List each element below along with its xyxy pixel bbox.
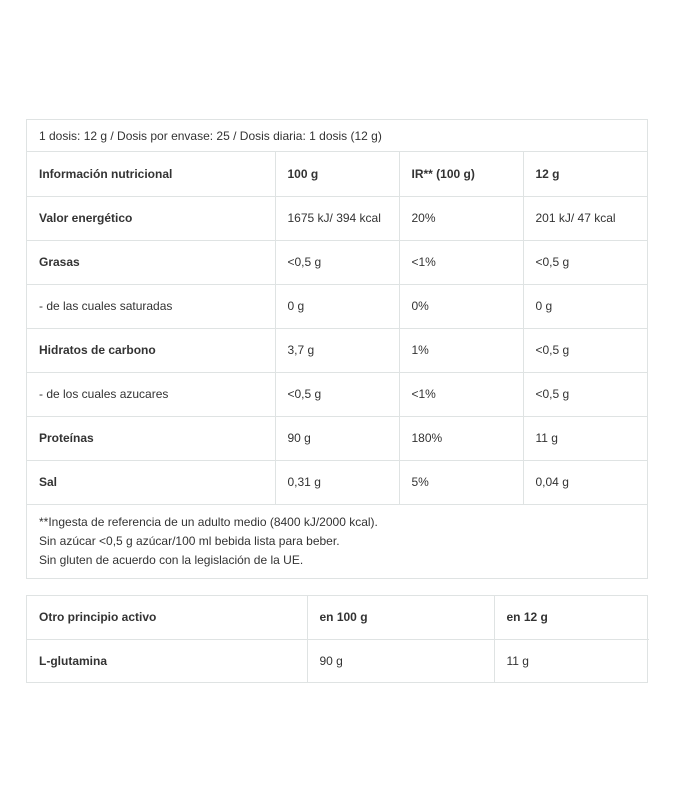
active-row xyxy=(27,639,649,682)
value-per-12g: 0,04 g xyxy=(523,460,647,504)
header-per-12g: 12 g xyxy=(523,152,647,196)
value-per-12g: 201 kJ/ 47 kcal xyxy=(523,196,647,240)
header-active-ingredient: Otro principio activo xyxy=(39,610,157,625)
value-per-12g: 0 g xyxy=(523,284,647,328)
value-per-12g: <0,5 g xyxy=(523,328,647,372)
footnote: Sin azúcar <0,5 g azúcar/100 ml bebida lista para beber. xyxy=(39,534,340,548)
ingredient-name: L-glutamina xyxy=(27,639,307,682)
value-per-100g: 0 g xyxy=(275,284,399,328)
nutrient-name: Grasas xyxy=(27,240,275,284)
dose-info: 1 dosis: 12 g / Dosis por envase: 25 / Dosis diaria: 1 dosis (12 g) xyxy=(27,120,647,152)
value-per-100g: 90 g xyxy=(275,416,399,460)
active-ingredient-panel xyxy=(26,595,648,683)
active-ingredient-table xyxy=(27,596,649,682)
footnote: Sin gluten de acuerdo con la legislación de la UE. xyxy=(39,553,304,567)
value-per-12g: 11 g xyxy=(523,416,647,460)
reference-intake-value: 1% xyxy=(399,328,523,372)
reference-intake-value: <1% xyxy=(399,240,523,284)
nutrition-header-row xyxy=(27,152,647,196)
nutrient-name: Sal xyxy=(27,460,275,504)
value-per-100g: <0,5 g xyxy=(275,372,399,416)
header-nutrition-info: Información nutricional xyxy=(39,166,173,181)
nutrition-row xyxy=(27,460,647,504)
reference-intake-value: 20% xyxy=(399,196,523,240)
value-per-100g: 3,7 g xyxy=(275,328,399,372)
ingredient-per-12g: 11 g xyxy=(494,639,649,682)
nutrition-row xyxy=(27,372,647,416)
nutrient-name: Proteínas xyxy=(27,416,275,460)
reference-intake-value: <1% xyxy=(399,372,523,416)
nutrition-panel xyxy=(26,119,648,579)
nutrition-row xyxy=(27,328,647,372)
nutrient-name: Hidratos de carbono xyxy=(27,328,275,372)
reference-intake-value: 180% xyxy=(399,416,523,460)
nutrition-row xyxy=(27,240,647,284)
nutrition-table xyxy=(27,152,647,504)
header-in-12g: en 12 g xyxy=(494,596,649,639)
nutrient-name: - de los cuales azucares xyxy=(27,372,275,416)
nutrition-row xyxy=(27,196,647,240)
footnotes xyxy=(27,504,647,578)
header-in-100g: en 100 g xyxy=(307,596,494,639)
active-header-row xyxy=(27,596,649,639)
nutrient-name: Valor energético xyxy=(27,196,275,240)
value-per-12g: <0,5 g xyxy=(523,240,647,284)
value-per-100g: <0,5 g xyxy=(275,240,399,284)
value-per-12g: <0,5 g xyxy=(523,372,647,416)
footnote: **Ingesta de referencia de un adulto medio (8400 kJ/2000 kcal). xyxy=(39,515,378,529)
reference-intake-value: 5% xyxy=(399,460,523,504)
header-per-100g: 100 g xyxy=(275,152,399,196)
value-per-100g: 1675 kJ/ 394 kcal xyxy=(275,196,399,240)
value-per-100g: 0,31 g xyxy=(275,460,399,504)
nutrient-name: - de las cuales saturadas xyxy=(27,284,275,328)
ingredient-per-100g: 90 g xyxy=(307,639,494,682)
header-reference-intake: IR** (100 g) xyxy=(399,152,523,196)
nutrition-row xyxy=(27,416,647,460)
reference-intake-value: 0% xyxy=(399,284,523,328)
nutrition-row xyxy=(27,284,647,328)
